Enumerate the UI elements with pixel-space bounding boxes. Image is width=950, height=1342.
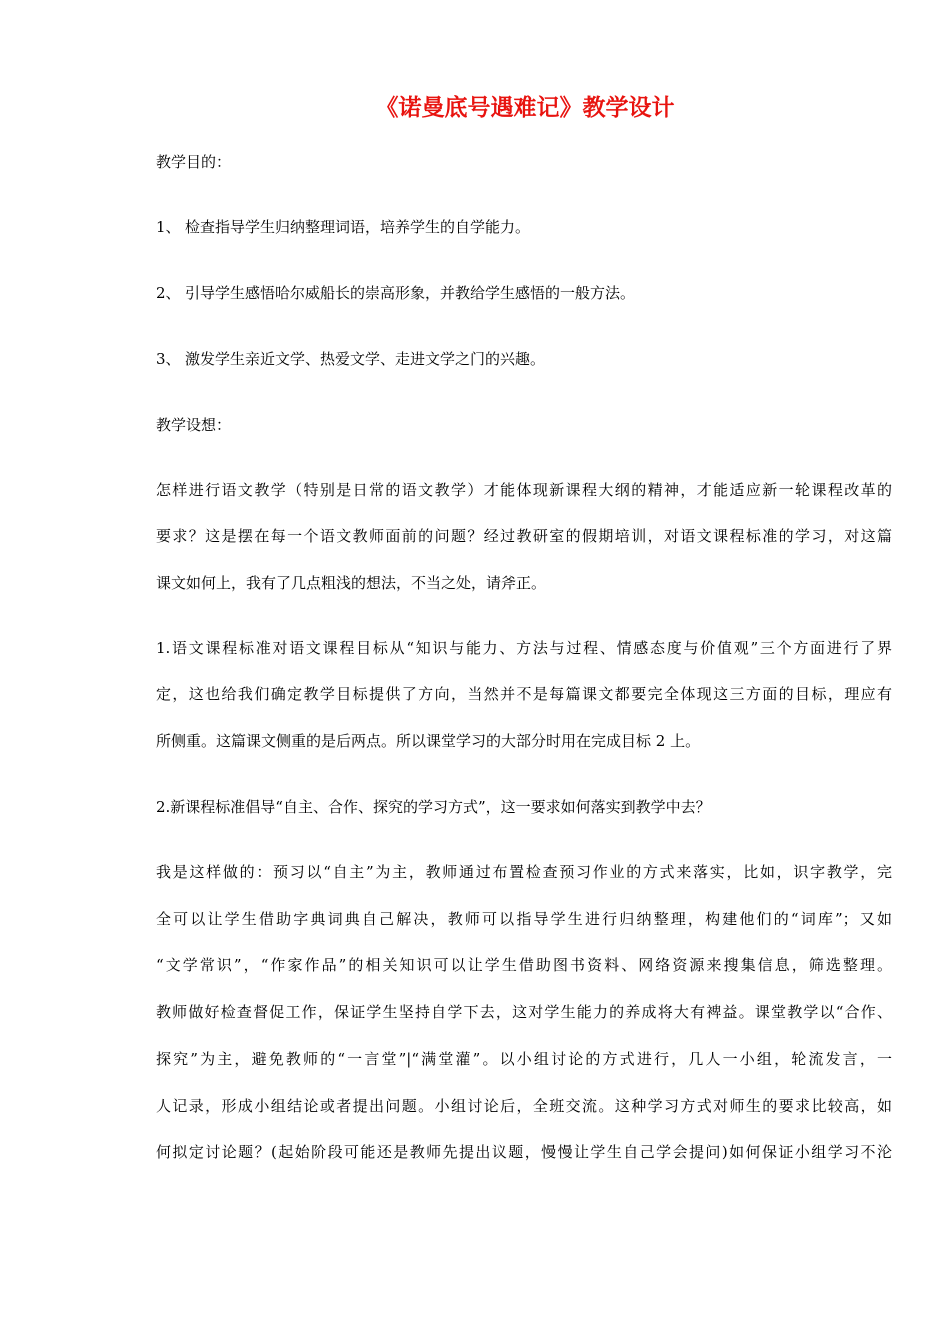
paragraph-line: 1.语文课程标准对语文课程目标从“知识与能力、方法与过程、情感态度与价值观”三个方面进行了界: [156, 639, 892, 657]
design-heading: 教学设想：: [156, 416, 232, 434]
paragraph-line: 何拟定讨论题？(起始阶段可能还是教师先提出议题，慢慢让学生自己学会提问)如何保证小组学习不沦: [156, 1143, 892, 1161]
objective-text: 激发学生亲近文学、热爱文学、走进文学之门的兴趣。: [185, 350, 546, 368]
objective-text: 引导学生感悟哈尔威船长的崇高形象，并教给学生感悟的一般方法。: [185, 284, 636, 302]
paragraph-line: 要求？这是摆在每一个语文教师面前的问题？经过教研室的假期培训，对语文课程标准的学习，对这篇: [156, 527, 892, 545]
document-title: 《诺曼底号遇难记》教学设计: [375, 94, 675, 121]
objectives-heading: 教学目的：: [156, 153, 232, 171]
paragraph-line: 全可以让学生借助字典词典自己解决，教师可以指导学生进行归纳整理，构建他们的“词库”；又如: [156, 910, 892, 928]
paragraph-line: 人记录，形成小组结论或者提出问题。小组讨论后，全班交流。这种学习方式对师生的要求比较高，如: [156, 1097, 892, 1115]
paragraph-line: 课文如何上，我有了几点粗浅的想法，不当之处，请斧正。: [156, 574, 547, 592]
objective-item-2: [156, 282, 635, 304]
objective-number: 1、: [156, 218, 181, 236]
paragraph-line: 探究”为主，避免教师的“一言堂”|“满堂灌”。以小组讨论的方式进行，几人一小组，轮流发言，一: [156, 1050, 892, 1068]
paragraph-line: 2.新课程标准倡导“自主、合作、探究的学习方式”，这一要求如何落实到教学中去？: [156, 798, 711, 816]
objective-number: 2、: [156, 284, 181, 302]
objective-item-3: [156, 348, 545, 370]
objective-item-1: [156, 216, 530, 238]
paragraph-line: 教师做好检查督促工作，保证学生坚持自学下去，这对学生能力的养成将大有裨益。课堂教学以“合作、: [156, 1003, 892, 1021]
paragraph-line: 我是这样做的：预习以“自主”为主，教师通过布置检查预习作业的方式来落实，比如，识字教学，完: [156, 863, 892, 881]
objective-text: 检查指导学生归纳整理词语，培养学生的自学能力。: [185, 218, 531, 236]
paragraph-line: 定，这也给我们确定教学目标提供了方向，当然并不是每篇课文都要完全体现这三方面的目标，理应有: [156, 685, 892, 703]
paragraph-line: 怎样进行语文教学（特别是日常的语文教学）才能体现新课程大纲的精神，才能适应新一轮课程改革的: [156, 481, 892, 499]
paragraph-line: 所侧重。这篇课文侧重的是后两点。所以课堂学习的大部分时用在完成目标 2 上。: [156, 732, 701, 750]
objective-number: 3、: [156, 350, 181, 368]
paragraph-line: “文学常识”，“作家作品”的相关知识可以让学生借助图书资料、网络资源来搜集信息，筛选整理。: [156, 956, 892, 974]
